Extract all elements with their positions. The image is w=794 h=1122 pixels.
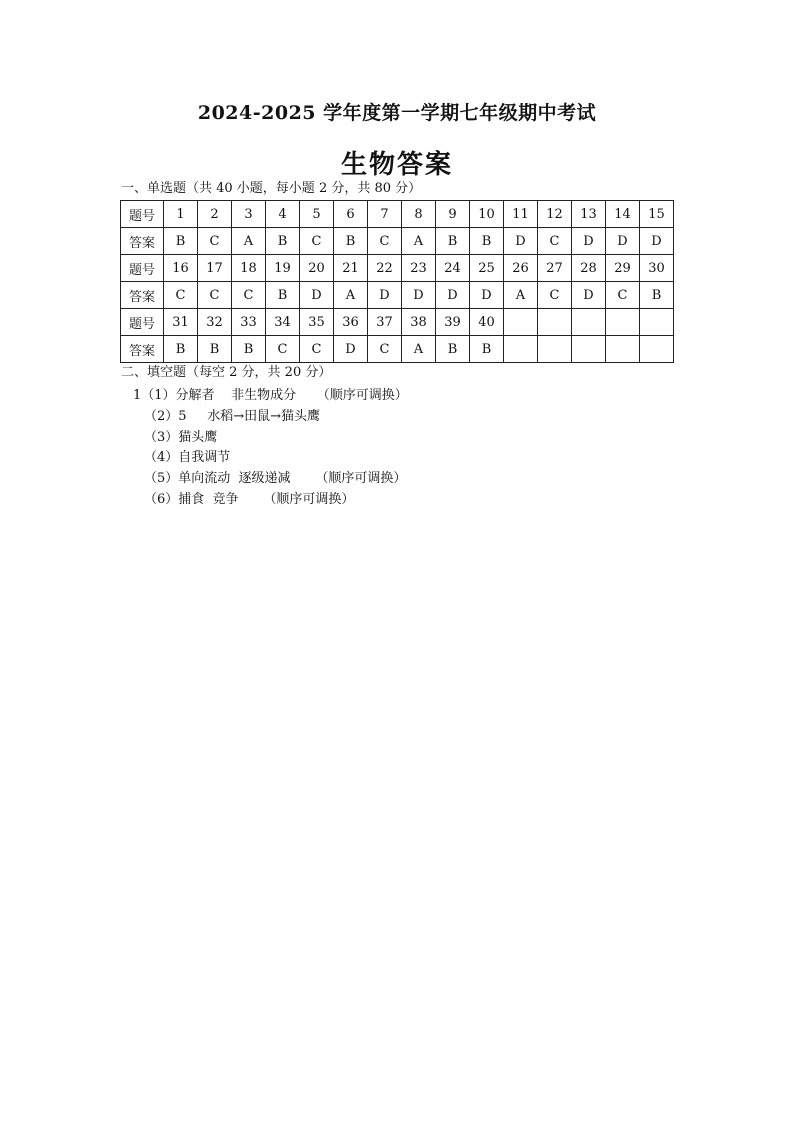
answer-cell: B: [266, 282, 300, 309]
answer-cell: C: [300, 336, 334, 363]
question-number-cell: 40: [470, 309, 504, 336]
answer-cell: B: [470, 336, 504, 363]
fill-in-item-number: （5）: [144, 471, 179, 487]
answer-cell: B: [640, 282, 674, 309]
question-number-cell: 36: [334, 309, 368, 336]
question-number-cell: 20: [300, 255, 334, 282]
answer-cell: D: [470, 282, 504, 309]
fill-in-answer-list: [133, 386, 408, 511]
question-number-cell: 30: [640, 255, 674, 282]
answer-cell: A: [232, 228, 266, 255]
fill-in-answer-line: [133, 407, 408, 428]
answer-cell: D: [606, 228, 640, 255]
question-number-cell: 25: [470, 255, 504, 282]
question-number-cell: 10: [470, 201, 504, 228]
section-heading-single-choice: 一、单选题（共 40 小题，每小题 2 分，共 80 分）: [121, 181, 422, 196]
answer-cell: A: [334, 282, 368, 309]
exam-title: 2024-2025 学年度第一学期七年级期中考试: [197, 102, 597, 124]
answer-cell: B: [232, 336, 266, 363]
question-number-cell: 34: [266, 309, 300, 336]
question-number-cell: 32: [198, 309, 232, 336]
fill-in-answer-line: [133, 448, 408, 469]
answer-cell: A: [402, 336, 436, 363]
question-number-cell: 19: [266, 255, 300, 282]
row-label-cell: 题号: [121, 201, 164, 228]
answer-title: 生物答案: [340, 150, 453, 180]
question-number-cell: 23: [402, 255, 436, 282]
question-number-cell: 12: [538, 201, 572, 228]
question-number-cell: 31: [164, 309, 198, 336]
answer-cell: C: [606, 282, 640, 309]
answer-cell: B: [266, 228, 300, 255]
question-number-cell: 1: [164, 201, 198, 228]
question-number-cell: 5: [300, 201, 334, 228]
row-label-cell: 题号: [121, 255, 164, 282]
answer-cell: D: [334, 336, 368, 363]
question-number-cell: 9: [436, 201, 470, 228]
question-number-cell: 8: [402, 201, 436, 228]
answer-cell: B: [198, 336, 232, 363]
fill-in-item-number: 1（1）: [133, 388, 176, 403]
question-number-cell: 15: [640, 201, 674, 228]
answer-cell: C: [538, 282, 572, 309]
answer-cell: B: [436, 228, 470, 255]
question-number-cell: 3: [232, 201, 266, 228]
fill-in-item-number: （2）: [144, 408, 179, 424]
fill-in-answer-line: [133, 386, 408, 407]
question-number-cell: 16: [164, 255, 198, 282]
question-number-cell: [538, 309, 572, 336]
answer-cell: C: [198, 282, 232, 309]
question-number-cell: 4: [266, 201, 300, 228]
answer-cell: [572, 336, 606, 363]
answer-cell: D: [368, 282, 402, 309]
table-number-row: [121, 255, 674, 282]
table-answer-row: [121, 282, 674, 309]
question-number-cell: 21: [334, 255, 368, 282]
question-number-cell: 13: [572, 201, 606, 228]
question-number-cell: 2: [198, 201, 232, 228]
fill-in-item-answer: 捕食 竞争 （顺序可调换）: [178, 491, 355, 507]
answer-cell: D: [572, 228, 606, 255]
answer-cell: B: [164, 228, 198, 255]
answer-cell: C: [368, 336, 402, 363]
answer-cell: B: [164, 336, 198, 363]
answer-cell: D: [504, 228, 538, 255]
answer-cell: D: [640, 228, 674, 255]
answer-cell: C: [266, 336, 300, 363]
row-label-cell: 答案: [121, 336, 164, 363]
question-number-cell: 22: [368, 255, 402, 282]
question-number-cell: 33: [232, 309, 266, 336]
answer-table-body: [121, 201, 674, 363]
fill-in-item-answer: 单向流动 逐级递减 （顺序可调换）: [178, 471, 407, 487]
question-number-cell: 18: [232, 255, 266, 282]
fill-in-answer-line: [133, 490, 408, 511]
question-number-cell: 26: [504, 255, 538, 282]
question-number-cell: 28: [572, 255, 606, 282]
fill-in-item-number: （4）: [144, 450, 179, 466]
question-number-cell: 38: [402, 309, 436, 336]
fill-in-answer-line: [133, 428, 408, 449]
table-number-row: [121, 201, 674, 228]
question-number-cell: 27: [538, 255, 572, 282]
answer-cell: C: [300, 228, 334, 255]
answer-cell: B: [436, 336, 470, 363]
answer-cell: [538, 336, 572, 363]
answer-cell: B: [470, 228, 504, 255]
answer-cell: C: [198, 228, 232, 255]
question-number-cell: 37: [368, 309, 402, 336]
row-label-cell: 题号: [121, 309, 164, 336]
answer-cell: [504, 336, 538, 363]
table-number-row: [121, 309, 674, 336]
answer-table: [120, 200, 674, 363]
fill-in-item-number: （3）: [144, 429, 179, 445]
question-number-cell: 24: [436, 255, 470, 282]
answer-cell: D: [436, 282, 470, 309]
fill-in-item-answer: 分解者 非生物成分 （顺序可调换）: [175, 388, 408, 403]
question-number-cell: 6: [334, 201, 368, 228]
question-number-cell: [640, 309, 674, 336]
answer-cell: C: [368, 228, 402, 255]
row-label-cell: 答案: [121, 228, 164, 255]
fill-in-item-answer: 猫头鹰: [178, 429, 218, 445]
question-number-cell: 35: [300, 309, 334, 336]
question-number-cell: [504, 309, 538, 336]
answer-cell: [606, 336, 640, 363]
answer-cell: D: [572, 282, 606, 309]
question-number-cell: [606, 309, 640, 336]
question-number-cell: 14: [606, 201, 640, 228]
question-number-cell: 39: [436, 309, 470, 336]
answer-cell: A: [402, 228, 436, 255]
question-number-cell: 11: [504, 201, 538, 228]
fill-in-item-answer: 自我调节: [178, 450, 231, 466]
answer-cell: D: [402, 282, 436, 309]
fill-in-answer-line: [133, 469, 408, 490]
table-answer-row: [121, 228, 674, 255]
question-number-cell: [572, 309, 606, 336]
fill-in-item-answer: 5 水稻→田鼠→猫头鹰: [178, 408, 320, 424]
question-number-cell: 7: [368, 201, 402, 228]
answer-cell: C: [164, 282, 198, 309]
table-answer-row: [121, 336, 674, 363]
section-heading-fill-in: 二、填空题（每空 2 分，共 20 分）: [121, 365, 332, 380]
answer-cell: C: [538, 228, 572, 255]
answer-cell: [640, 336, 674, 363]
row-label-cell: 答案: [121, 282, 164, 309]
answer-cell: B: [334, 228, 368, 255]
fill-in-item-number: （6）: [144, 491, 179, 507]
answer-cell: A: [504, 282, 538, 309]
answer-cell: C: [232, 282, 266, 309]
answer-cell: D: [300, 282, 334, 309]
question-number-cell: 29: [606, 255, 640, 282]
question-number-cell: 17: [198, 255, 232, 282]
